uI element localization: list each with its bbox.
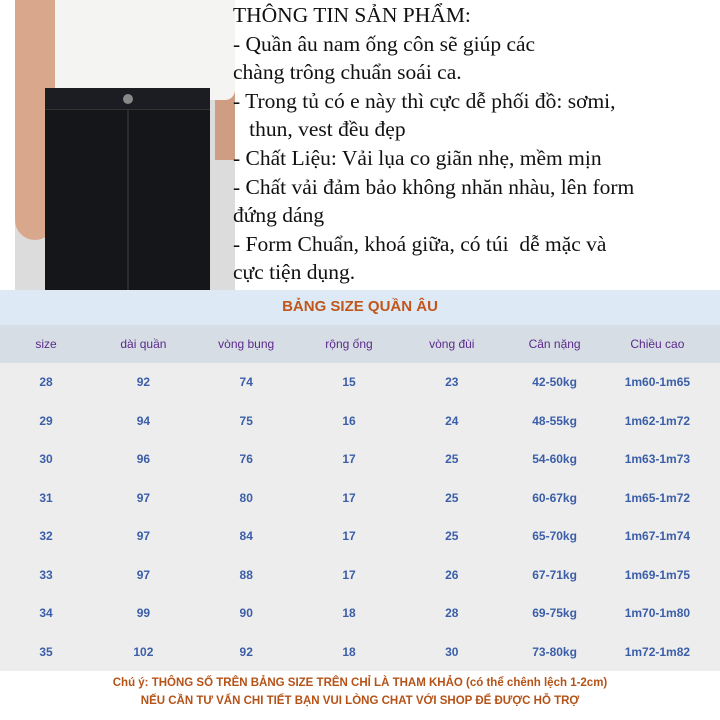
size-table: [0, 325, 720, 671]
column-header: size: [35, 337, 57, 351]
table-row: [0, 594, 720, 633]
info-line: thun, vest đều đẹp: [233, 117, 406, 142]
table-row: [0, 633, 720, 672]
table-cell: 1m65-1m72: [624, 490, 691, 505]
button: [123, 94, 133, 104]
table-cell: 25: [445, 529, 459, 544]
column-header: Cân nặng: [528, 337, 581, 351]
info-line: - Form Chuẩn, khoá giữa, có túi dễ mặc và: [233, 231, 607, 256]
table-cell: 35: [39, 644, 53, 659]
table-cell: 1m60-1m65: [624, 375, 691, 390]
table-cell: 17: [342, 490, 356, 505]
column-header: vòng đùi: [429, 337, 475, 351]
table-cell: 31: [39, 490, 53, 505]
table-cell: 84: [239, 529, 253, 544]
table-cell: 73-80kg: [532, 644, 577, 659]
table-cell: 1m67-1m74: [624, 529, 691, 544]
info-line: THÔNG TIN SẢN PHẨM:: [233, 3, 471, 27]
table-cell: 92: [136, 375, 151, 390]
info-line: - Trong tủ có e này thì cực dễ phối đồ: sơmi,: [233, 88, 616, 113]
info-line: - Quần âu nam ống côn sẽ giúp các: [233, 31, 536, 56]
table-cell: 28: [39, 375, 53, 390]
table-cell: 16: [342, 413, 356, 428]
crease: [127, 110, 129, 290]
table-cell: 74: [239, 375, 253, 390]
info-line: cực tiện dụng.: [233, 260, 356, 285]
column-header: dài quần: [120, 337, 167, 351]
table-cell: 25: [445, 490, 459, 505]
column-header: Chiều cao: [630, 337, 685, 351]
table-cell: 17: [342, 452, 356, 467]
table-cell: 1m63-1m73: [624, 452, 691, 467]
table-row: [0, 479, 720, 518]
table-cell: 18: [342, 606, 356, 621]
table-cell: 54-60kg: [532, 452, 577, 467]
table-cell: 18: [342, 644, 356, 659]
table-cell: 30: [39, 452, 53, 467]
table-cell: 42-50kg: [532, 375, 577, 390]
table-cell: 102: [133, 644, 154, 659]
table-row: [0, 363, 720, 402]
footnote: [0, 674, 720, 710]
table-cell: 29: [39, 413, 53, 428]
info-line: đứng dáng: [233, 203, 325, 228]
table-cell: 48-55kg: [532, 413, 577, 428]
table-row: [0, 402, 720, 441]
info-line: - Chất vải đảm bảo không nhăn nhàu, lên form: [233, 174, 635, 199]
info-line: chàng trông chuẩn soái ca.: [233, 60, 462, 85]
table-cell: 1m70-1m80: [624, 606, 691, 621]
table-cell: 15: [342, 375, 356, 390]
table-cell: 92: [239, 644, 253, 659]
column-header: rộng ống: [325, 337, 373, 351]
table-cell: 90: [239, 606, 253, 621]
table-cell: 25: [445, 452, 459, 467]
table-cell: 94: [136, 413, 151, 428]
table-cell: 67-71kg: [532, 567, 577, 582]
note-line-1: Chú ý: THÔNG SỐ TRÊN BẢNG SIZE TRÊN CHỈ LÀ THAM KHẢO (có thể chênh lệch 1-2cm): [112, 677, 608, 689]
table-cell: 1m72-1m82: [624, 644, 691, 659]
table-row: [0, 440, 720, 479]
white-shirt: [55, 0, 235, 100]
table-cell: 76: [239, 452, 253, 467]
column-header: vòng bụng: [218, 337, 275, 351]
table-cell: 1m69-1m75: [624, 567, 691, 582]
table-cell: 34: [39, 606, 53, 621]
table-cell: 96: [136, 452, 151, 467]
product-photo: [15, 0, 235, 291]
table-row: [0, 556, 720, 595]
table-cell: 69-75kg: [532, 606, 577, 621]
table-row: [0, 517, 720, 556]
product-info: [233, 1, 634, 287]
table-cell: 80: [239, 490, 253, 505]
table-cell: 26: [445, 567, 459, 582]
table-cell: 30: [445, 644, 459, 659]
table-cell: 97: [136, 529, 151, 544]
table-cell: 33: [39, 567, 53, 582]
table-cell: 65-70kg: [532, 529, 577, 544]
table-cell: 97: [136, 567, 151, 582]
note-line-2: NẾU CẦN TƯ VẤN CHI TIẾT BẠN VUI LÒNG CHAT VỚI SHOP ĐỂ ĐƯỢC HỖ TRỢ: [140, 695, 580, 707]
table-cell: 23: [445, 375, 459, 390]
table-header: [0, 325, 720, 363]
table-cell: 99: [136, 606, 151, 621]
size-table-title: BẢNG SIZE QUẦN ÂU: [0, 290, 720, 325]
table-cell: 1m62-1m72: [624, 413, 691, 428]
table-cell: 97: [136, 490, 151, 505]
info-line: - Chất Liệu: Vải lụa co giãn nhẹ, mềm mịn: [233, 145, 602, 170]
table-cell: 24: [445, 413, 459, 428]
table-cell: 17: [342, 529, 356, 544]
table-cell: 88: [239, 567, 253, 582]
table-cell: 60-67kg: [532, 490, 577, 505]
table-cell: 32: [39, 529, 53, 544]
table-cell: 17: [342, 567, 356, 582]
table-cell: 28: [445, 606, 459, 621]
table-cell: 75: [239, 413, 253, 428]
